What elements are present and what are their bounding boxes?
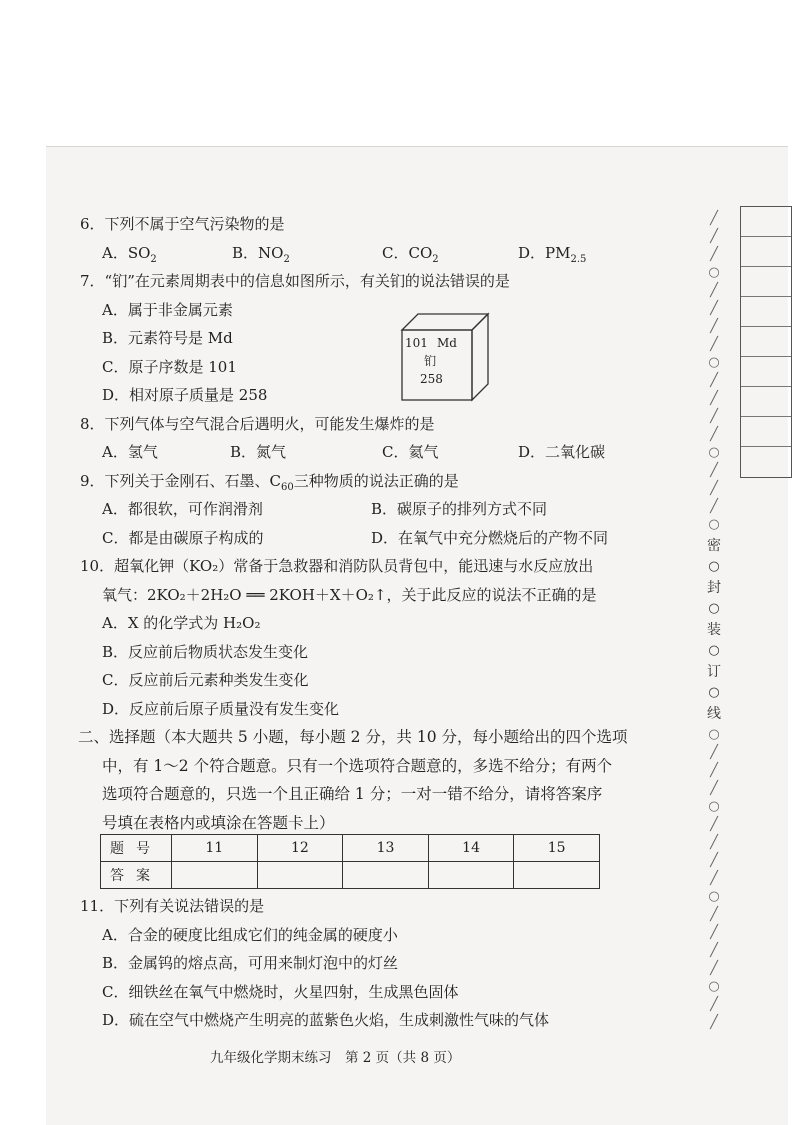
q6-option-d: D．$PM_{2.5}$ (518, 243, 587, 265)
answer-cell-11[interactable] (172, 862, 258, 889)
q9-option-d: D．在氧气中充分燃烧后的产物不同 (371, 528, 609, 547)
binding-dashes-top: ╱ ╱ ╱ ○ ╱ ╱ ╱ ╱ ○ ╱ ╱ ╱ ╱ ○ ╱ ╱ ╱ ○ (708, 211, 720, 532)
element-name: 钔 (424, 354, 437, 368)
q7-option-c: C．原子序数是 101 (102, 357, 237, 376)
seal-char-2: 封 (707, 580, 721, 596)
q8-options (80, 438, 640, 467)
answer-number-14: 14 (428, 835, 514, 862)
answer-cell-12[interactable] (257, 862, 343, 889)
element-atomic-number: 101 (405, 336, 428, 350)
q8-option-d: D．二氧化碳 (518, 443, 606, 461)
element-mass: 258 (420, 372, 443, 386)
q7-option-d: D．相对原子质量是 258 (102, 386, 268, 404)
element-cell-figure (400, 310, 490, 400)
q10-stem-line2: 氧气：2KO₂＋2H₂O ══ 2KOH＋X＋O₂↑，关于此反应的说法不正确的是 (102, 585, 597, 604)
question-area (80, 210, 640, 837)
q10-option-b: B．反应前后物质状态发生变化 (102, 642, 309, 661)
score-grid-cell (741, 387, 791, 417)
q10-option-d: D．反应前后原子质量没有发生变化 (102, 699, 340, 718)
section2-line4: 号填在表格内或填涂在答题卡上） (102, 813, 335, 832)
page-footer: 九年级化学期末练习 第 2 页（共 8 页） (210, 1050, 461, 1066)
binding-circle-1: ○ (708, 559, 720, 574)
answer-table-header-label: 题号 (101, 835, 172, 862)
q7-stem: 7．“钔”在元素周期表中的信息如图所示，有关钔的说法错误的是 (80, 272, 510, 290)
q9-option-a: A．都很软，可作润滑剂 (102, 500, 263, 518)
seal-char-5: 线 (707, 706, 721, 722)
element-symbol: Md (437, 336, 457, 350)
binding-line (704, 210, 724, 1070)
q9-options-cd (80, 524, 640, 553)
q10-option-a: A．X 的化学式为 H₂O₂ (102, 614, 261, 632)
answer-number-11: 11 (172, 835, 258, 862)
q6-option-a: A．$SO_2$ (102, 243, 157, 265)
score-grid-cell (741, 357, 791, 387)
q11-option-d: D．硫在空气中燃烧产生明亮的蓝紫色火焰，生成刺激性气味的气体 (102, 1011, 550, 1029)
section2-line1: 二、选择题（本大题共 5 小题，每小题 2 分，共 10 分，每小题给出的四个选项 (78, 728, 628, 746)
q8-option-c: C．氦气 (382, 443, 439, 461)
score-grid (740, 206, 792, 478)
score-grid-cell (741, 207, 791, 237)
answer-table-header-row (101, 835, 600, 862)
q11-option-b: B．金属钨的熔点高，可用来制灯泡中的灯丝 (102, 954, 399, 972)
q11-option-c: C．细铁丝在氧气中燃烧时，火星四射，生成黑色固体 (102, 982, 459, 1001)
binding-circle-2: ○ (708, 601, 720, 616)
answer-cell-13[interactable] (343, 862, 429, 889)
score-grid-cell (741, 417, 791, 447)
answer-number-15: 15 (514, 835, 600, 862)
score-grid-cell (741, 237, 791, 267)
q8-option-b: B．氮气 (230, 443, 287, 461)
q11-option-a: A．合金的硬度比组成它们的纯金属的硬度小 (102, 925, 398, 944)
binding-circle-3: ○ (708, 643, 720, 658)
q10-stem-line1: 10．超氧化钾（KO₂）常备于急救器和消防队员背包中，能迅速与水反应放出 (80, 557, 594, 575)
score-grid-cell (741, 447, 791, 476)
q8-option-a: A．氢气 (102, 443, 158, 461)
score-grid-cell (741, 297, 791, 327)
cube-outline (400, 310, 492, 402)
binding-circle-4: ○ (708, 685, 720, 700)
q9-stem: 9．下列关于金刚石、石墨、$C_{60}$三种物质的说法正确的是 (80, 471, 459, 493)
answer-cell-14[interactable] (428, 862, 514, 889)
q8-stem: 8．下列气体与空气混合后遇明火，可能发生爆炸的是 (80, 414, 435, 433)
seal-char-1: 密 (707, 538, 721, 554)
section2-line3: 选项符合题意的，只选一个且正确给 1 分；一对一错不给分，请将答案序 (102, 785, 603, 803)
q9-option-c: C．都是由碳原子构成的 (102, 528, 264, 547)
answer-table (100, 834, 600, 889)
q6-stem: 6．下列不属于空气污染物的是 (80, 215, 285, 233)
q11-stem: 11．下列有关说法错误的是 (80, 897, 265, 915)
q11-area (80, 892, 640, 1035)
seal-char-3: 装 (707, 622, 721, 638)
answer-table-answer-row (101, 862, 600, 889)
q7-option-b: B．元素符号是 Md (102, 329, 233, 347)
q6-option-b: B．$NO_2$ (232, 243, 290, 265)
q9-options-ab (80, 495, 640, 524)
q7-option-a: A．属于非金属元素 (102, 300, 233, 319)
section2-line2: 中，有 1～2 个符合题意。只有一个选项符合题意的，多选不给分；有两个 (102, 756, 613, 775)
binding-dashes-bottom: ○ ╱ ╱ ╱ ○ ╱ ╱ ╱ ╱ ○ ╱ ╱ ╱ ╱ ○ ╱ ╱ (708, 727, 720, 1030)
q6-option-c: C．$CO_2$ (382, 243, 439, 265)
answer-number-12: 12 (257, 835, 343, 862)
q6-options (80, 239, 640, 268)
answer-number-13: 13 (343, 835, 429, 862)
seal-char-4: 订 (707, 664, 721, 680)
score-grid-cell (741, 267, 791, 297)
q9-option-b: B．碳原子的排列方式不同 (371, 500, 548, 518)
q10-option-c: C．反应前后元素种类发生变化 (102, 671, 309, 689)
score-grid-cell (741, 327, 791, 357)
answer-table-answer-label: 答案 (101, 862, 172, 889)
answer-cell-15[interactable] (514, 862, 600, 889)
